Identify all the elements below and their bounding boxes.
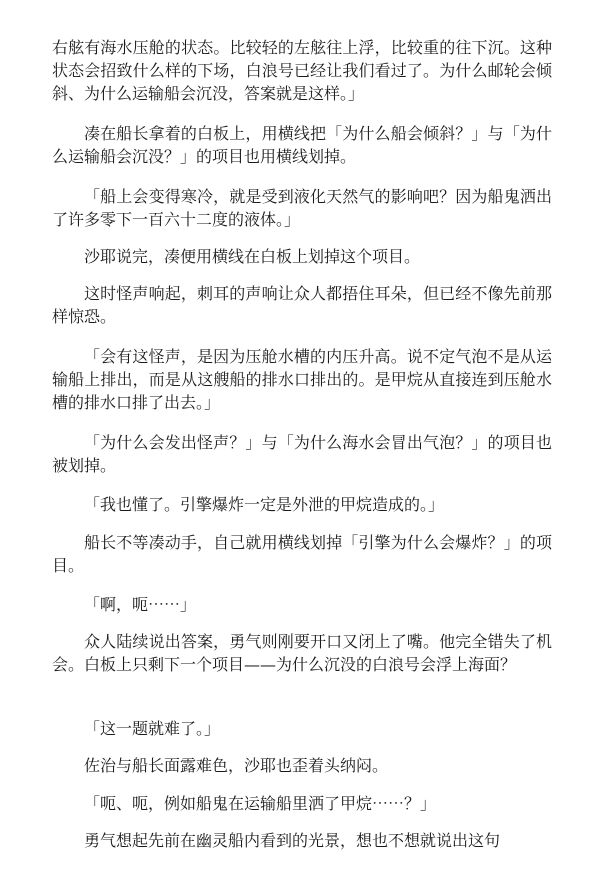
paragraph-2: 凑在船长拿着的白板上，用横线把「为什么船会倾斜？」与「为什么运输船会沉没？」的项目也用横线划掉。 <box>52 124 552 166</box>
paragraph-8: 「我也懂了。引擎爆炸一定是外泄的甲烷造成的。」 <box>84 495 445 514</box>
paragraph-6: 「会有这怪声，是因为压舱水槽的内压升高。说不定气泡不是从运输船上排出，而是从这艘船的排水口排出的。是甲烷从直接连到压舱水槽的排水口排了出去。」 <box>52 347 552 412</box>
paragraph-7: 「为什么会发出怪声？」与「为什么海水会冒出气泡？」的项目也被划掉。 <box>52 433 552 475</box>
paragraph-4: 沙耶说完，凑便用横线在白板上划掉这个项目。 <box>84 247 421 266</box>
paragraph-15: 勇气想起先前在幽灵船内看到的光景，想也不想就说出这句 <box>84 831 501 850</box>
paragraph-9: 船长不等凑动手，自己就用横线划掉「引擎为什么会爆炸？」的项目。 <box>52 533 552 575</box>
paragraph-1: 右舷有海水压舱的状态。比较轻的左舷往上浮，比较重的往下沉。这种状态会招致什么样的下场，白浪号已经让我们看过了。为什么邮轮会倾斜、为什么运输船会沉没，答案就是这样。」 <box>52 38 552 103</box>
paragraph-11: 众人陆续说出答案，勇气则刚要开口又闭上了嘴。他完全错失了机会。白板上只剩下一个项目——为什么沉没的白浪号会浮上海面？ <box>52 632 552 674</box>
paragraph-10: 「啊，呃⋯⋯」 <box>84 595 197 614</box>
paragraph-13: 佐治与船长面露难色，沙耶也歪着头纳闷。 <box>84 756 389 775</box>
paragraph-5: 这时怪声响起，刺耳的声响让众人都捂住耳朵，但已经不像先前那样惊恐。 <box>52 284 552 326</box>
paragraph-14: 「呃、呃，例如船鬼在运输船里洒了甲烷⋯⋯？」 <box>84 794 437 813</box>
paragraph-12: 「这一题就难了。」 <box>84 719 221 738</box>
paragraph-3: 「船上会变得寒冷，就是受到液化天然气的影响吧？因为船鬼洒出了许多零下一百六十二度的液体。」 <box>52 187 552 229</box>
